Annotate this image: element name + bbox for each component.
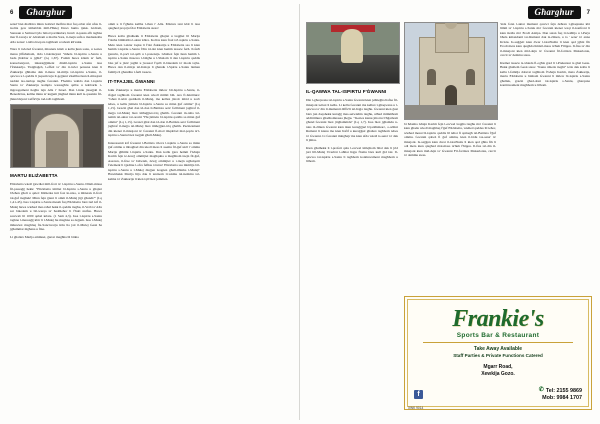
paragraph: 'izda fonn l-aktar mument qawwi fejn deħren l-għaqnuna kbi limiti ta' l-ispirtu s-Santu ma' Ġwanni kienet waqt il-konfront li kien ikollu ma' Erodi Antipa. Dan satan fuq il-Gaħlija u l-Perja bħala kmandanti tar-Rumani dak iz-żmien, u ta ' sena' ta' anna Kristu. Is-suġġett kien dwar l-istat'ħużin li kien qed jgħix fih Erodi meta kien qiegħda ħmistl-mass ta'ħuh Filippu. Il-fias ta' din il-missjoni kien mid-dejn ta' Ġwanni fil-fortizza Makerionte, carcir ta' demmu stess. [500, 22, 590, 58]
column-2 [108, 22, 200, 184]
paragraph: Eliżabetta wkoll ġawdiet mill-frott ta' l-ispirtu s-Santu. Dlielt-missa fil-passaġġ hekk: "Eliżabetta imtliet bl-Ispirtu s-Santu u għajtet b'leħen għoli u qalet: Imbierka inti fost in-nisa, u mbierek il-frott tal-ġuf tiegħek! Minn fejn ġieni li omm il-Mulej jiġi għandi?" (Lq 1,41-43). Issa l-ispirtu s-Santu mesah fuq Eliżabetta biex turi kif il-Mulej huwa wieħed mar-raħal hekk il-qaddis tiegħu, il-Verb ta' Alla sar bniedem u bil-werqa ta' ħaddieħor li f'ħuti nnifsu. Huwa sawwab lil 1000 qabel kristu. (1 Sam 4,3). Issa l-ispirtu s-Santu taghna l-messaġġ kbir li l-Mulej hu maghna sa dejjem. Issa l-Mulej mhuwiex maghluq fis-Sanctwarju iżda ħa jsir il-Mulej Ġesù ħa jgħammar mgħana u fina. [10, 182, 102, 232]
advert-tagline-2: Staff Parties & Private Functions Catered [453, 353, 543, 358]
advert-tagline-1: Take Away Available [473, 346, 523, 352]
column-4 [404, 22, 496, 161]
advert-address [408, 364, 588, 377]
page-spine-divider [299, 4, 300, 420]
section-heading-il-qawwa-tal-ispirtu: IL-QAWWA TAL-ISPIRTU F'ĠWANNI [306, 89, 387, 94]
paragraph: Kiemet tassew is-xhieda fl-ogħla grad li l-Prekursur ta ghal Gesu. Hekk ghallem Ġesù stess: "Kunu xhieda tiegħi" izda dak kollu li kellu l-familja ddorrat tagħhom f'Għajn Karim, meta Żakkarija, martu Eliżabetta u binhom Ġwanni li mtlew bl-ispirtu s-Santu għallek, grazzi għad-doni tal-ispirtu s-Santu, gharquna kontinwament magħhom u lilhom. [500, 60, 590, 88]
masthead-left: Għarghur [19, 6, 72, 19]
advert-address-line-1: Mgarr Road, [483, 364, 513, 370]
procession-photo [306, 22, 400, 84]
paragraph: omm u li f'għuha kellha l-iben t' Alla. Mistwu tant kbir li issa qiegħed proprju fdar Eliżabetta stess! [108, 22, 200, 31]
section-heading-marta-elizabetta: MARTU ELIŻABETTA [10, 173, 58, 179]
paragraph: Li għaliex Marija emmnet, ġarret magħha lil binha [10, 234, 79, 239]
column-5 [500, 22, 590, 91]
paragraph: bi ħdanha Għajn Karim fejn l-ewwel laqgħa tiegħu ma' Ġwanni li kien għadu wkoll magħluq f'ġuf Eliżabetta, wieħed qaddes lil ieħor, wieħed messi bl-ispirtu qaddis lil ieħor fi spmegħ tal-Battista f'ġuf ommu. Ġwanni qabeż fi ġuf ommu, kien il-bidu tas-sena' ta' missjoni. Is-saġġen kien dwar il-istat'ħużu li kien qed għha fih li odi meta kien qiegħad mal-mass ta'huh f'ħippu. Il-fias tal-din ił-missjoni kien mid-dejn ta' Ġwanni Fil-fortizza Makerionte, carcir ta' demmu stess. [404, 122, 496, 158]
paragraph: Huwa kollu għalhekk li Eliżabetta għajtet u laqgħet lil Marija f'darha bimħabba l-aktar kbira. Kollox kien frott ta'l-ispirtu s-Santu. Melo kien l-aktar loqku li f'dar Żakkarija u Eliżabetta ssa li kien ħemm l-ispirtu s-Santu f'din id-dar kien hemm tassew ferħ. Il-ferħ ġenwin, il-paċi tal-qalb u l-paxenzja. Għaliex fejn ikun hemm l-ispirtu s-Santu tinsewa l-biżgħa u l-Shalom li dan l-ispirtu qaddis biss jaf u jista' jagħti u jwassal f'qalb il-bniedem ta' moda tajba. Huwa dan il-mixja tal-Knisja li għandu l-Spirtu s-Santu liemen familja li għandhu l-ferħ tassew. [108, 33, 200, 74]
paragraph: Interessanti kif Ġwanni l-Battista rċieva l-ispirtu s-Santu sa minn ġuf ommu u mbagħad din ukoll mess li ssemu fil-ġuf ukll t' ommu Marija għħimi l-Ispirtu s-Santu. Dan kollu ġara hemm f'Għajn Karim fejn iz-żewġ ommijiet magħquha u magħhom tnejn fil-ġuf, Assawn, il-frue ta' Ishwieh, żewġ ommijiet u t-tnejn ugħalqetir f'element li Qadinu l-ofra fefħsu ta'unw! Eliżabetta ssa mimlija bil-ispirtu s-Santu u l-Mulej żżejjen żeqqien għall-ilbinha l-Mulej!' Hawnhekk Marija ħija dak li tentnom il-wkmu tal-hemmu tal-kelma ta' Żakkarija li kien tqil biex jemmen. [108, 140, 200, 181]
paragraph: Kien għalhekk li l-profeti qalu l-ewwel imlejhom bħal dak li jrid juri lill-Mulej b'veritàt l-aħħar ħajja f'ismu biex kull ġid isir. Il-qawwa tal-ispirtu s-Santu li tagħhom kontinwament magħhom u lilhom. [306, 145, 398, 164]
section-heading-it-tfajjel-gwanni: IT-TFAJJEL ĠWANNI [108, 79, 155, 85]
paragraph: Jekk Żakkarija u martu Eliżabetta mtlew bil-Ispirtu s-Santu, it-tfajjel tagħhom Ġwanni kien wkoll mimli bih. Ara fl-Iskrittura: "Għax il-kbir quddiem il-Mulej, ma kellux jixrob inbid u xorb iebes, u kellu jimtela bl-Ispirtu s-Santu sa minn ġuf ommu" (Lq 1,15). Grazzi għal dan id-don il-Battista seta' faċilment jagħraf il-mejja tal-Mulej biex imħejjjiet-triq għalih. Ġwanni m-raħa lal-temm tal-aktar tal-oromi "Hu jimtela bl-ispirtu qaddis sa minn ġuf ommu" (Lq 1,15). Grazzi għal dan id-don il-Battista seta' faċilment jagħraf il-mejja tal-Mulej biex imħejjjiet-triq għalih. Pezzizament din kienet il-missjoni ta' Ġwanni fl-mod imqabbel mal-poplu ta'l-ispirtu s-Santu biex isejjaħ għall-Mulej. [108, 88, 200, 138]
page-header-left [10, 6, 290, 19]
facebook-icon[interactable]: f [414, 390, 423, 399]
paragraph: sensi' biet-thabbira minn Gabriel mofhtu mar fuq erbat sfat ufus li-isolita gew imhabbin mill-Hluiej Daws huma tjakk. Gidtom, Sanssun u Samwel tjdo bmod partikulari, huwb d-qassis efh tagħna mar fl-istorja ta' Abraham u marbu Sara, it-tnejn sufn u madankollu Alla xensa' t-talba hwqara tagħhom u tahom kli'zakk. [10, 22, 102, 44]
church-facade-photo [404, 22, 498, 120]
column-3 [306, 22, 398, 167]
paragraph: Din l-għaqwana tal-ispirtu s-Santu Ġwanni kien jeħtieġha ħafna fil-missjoni xebax li kellu. Li kellu Ġwanni ma kellux l-għaqwana u l-qawwa ta' din il-mumenti diffiċli tal-ħajja tiegħu. Ġwanni kien ġust biex jun daqshekk kuraġġ mas-setwieħin tiegħu, ulħud mimmħom addirtimura għadhomnassa jħejju. "In-nies kienu jmorru b'ħġarhom għand Ġwanni biex jitgħammdu" (Lq 1,7). Issa biex jgħamdu n-nies iż-żmien Ġwanni kien ikun kuraġġjuż b'qaddisikarc, o-sżżini Rumani li kienu ma kien ħafif u kuraġġuż għaliex tagħhom iebes ta' Ġwanni. Li Ġwanni mingħajr ma kien afda wkoll is-sena' ta' dak li jmiss. [306, 98, 398, 143]
paragraph: Wara li twieled Ġwanni, missieru kiteb u kellu jkun sonu, u n-nies manu jiffuħahom, iżda l-Iskrizzjoni "mhela bl-ispirtu s-Santu u beda jħabbar u jgħid" (Lq 1,67). Fomm huwa kliem ta' ferħ, konsolazzjoni, inkuraġġiment dinżil-ispirtu s-Santu issa f'Żakkarija. Tistgħaġeb, l-effett ta' din it-twlet persuna kien li Żakkarija għħama dak il-mess tal-milja tal-ispirtu s-Santu, il-qawwa u l-qaddis li jaqsam leju il-gejjieni u'kellhu tkun il-missjoni naddet isa-tanbqa tiegħu Ġwanni. F'kelma waħda dan l-ispirtu Santu ta' Żakkarija kompla wessagħlu qalbu u kabbarlu r-mgraqqament tiegħu lejn Alla t' Israel. Dan l-innu jissejjaħ il-Benedictus, kelma minu ta' kujjem jingħad minn kull is-qassisin fil-jhnnciżzjoni l-uffiċċju tad-talb tagħhom. [10, 47, 102, 101]
advert-contact-row [414, 387, 582, 402]
church-interior-photo [10, 104, 104, 168]
advert-phone-numbers [539, 387, 582, 402]
advert-divider [423, 342, 573, 343]
masthead-right: Għarghur [528, 6, 581, 19]
advert-logo: Frankie's [452, 306, 544, 332]
telephone-icon: ✆ [538, 387, 544, 394]
advert-phone-2: Mob: 9984 1707 [542, 394, 582, 401]
advertisement-frankies[interactable] [404, 296, 592, 410]
advert-inner-frame [407, 299, 589, 407]
advert-address-line-2: Xewkija Gozo. [481, 370, 515, 377]
page-header-right [306, 6, 590, 19]
column-1 [10, 22, 102, 242]
folio-left: 6 [10, 9, 14, 16]
advert-code: XWK 9014 [408, 406, 424, 410]
folio-right: 7 [586, 9, 590, 16]
advert-phone-1: Tel: 2155 9869 [545, 387, 582, 394]
advert-subtitle: Sports Bar & Restaurant [456, 332, 540, 339]
